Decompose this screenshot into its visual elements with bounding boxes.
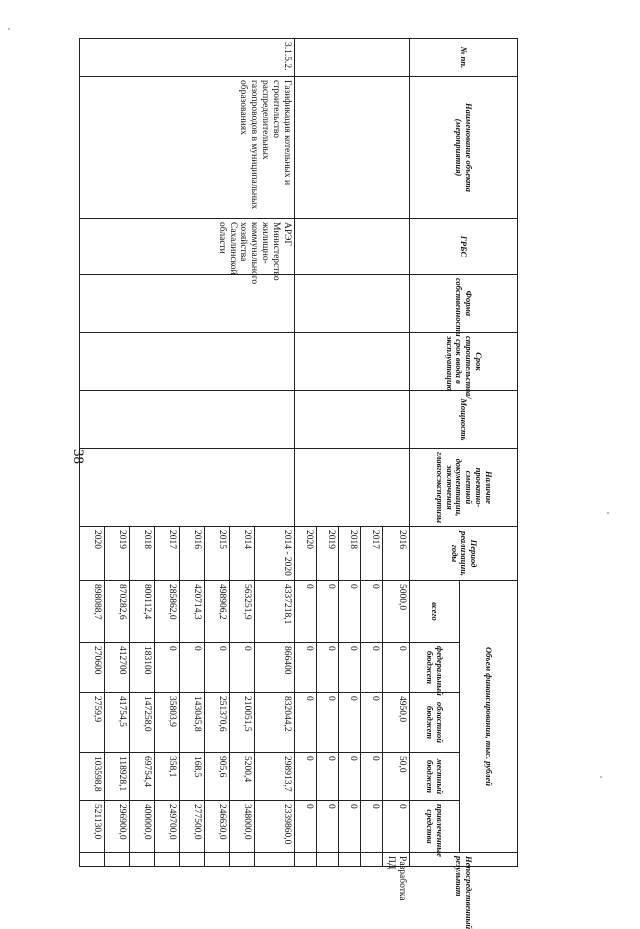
cell-result [180, 853, 205, 867]
cell-regional: 0 [361, 693, 383, 753]
scan-speck [600, 776, 602, 778]
cell-local: 905,6 [205, 753, 230, 801]
scan-speck [607, 512, 609, 514]
cell-regional: 147258,0 [130, 693, 155, 753]
cell-result [230, 853, 255, 867]
table-row [383, 39, 410, 867]
cell-total: 800112,4 [130, 581, 155, 643]
cell-local: 103598,8 [80, 753, 105, 801]
cell-federal: 0 [317, 643, 339, 693]
cell-total: 0 [295, 581, 317, 643]
cell-capacity [295, 391, 410, 449]
cell-total: 898088,7 [80, 581, 105, 643]
cell-name: Газификация котельных и строительство распределительных газопроводов в муниципальных образованиях [80, 77, 295, 219]
cell-total: 870282,6 [105, 581, 130, 643]
cell-local: 118928,1 [105, 753, 130, 801]
cell-attracted: 0 [383, 801, 410, 853]
cell-local: 168,5 [180, 753, 205, 801]
cell-period: 2014 [230, 527, 255, 581]
cell-attracted: 296900,0 [105, 801, 130, 853]
header-result: Непосредственный результат [410, 853, 518, 867]
cell-total: 498906,2 [205, 581, 230, 643]
header-no: № пп. [410, 39, 518, 77]
cell-result [361, 853, 383, 867]
cell-attracted: 277500,0 [180, 801, 205, 853]
cell-result [155, 853, 180, 867]
cell-name [295, 77, 410, 219]
cell-period: 2016 [180, 527, 205, 581]
section1-body [295, 39, 410, 901]
cell-period: 2020 [80, 527, 105, 581]
cell-federal: 412700 [105, 643, 130, 693]
cell-period: 2017 [155, 527, 180, 581]
cell-attracted: 521130,0 [80, 801, 105, 853]
cell-pd-availability [80, 449, 295, 527]
cell-local: 0 [339, 753, 361, 801]
cell-local: 0 [361, 753, 383, 801]
cell-regional: 4950,0 [383, 693, 410, 753]
cell-period: 2020 [295, 527, 317, 581]
cell-period: 2018 [339, 527, 361, 581]
cell-result [317, 853, 339, 867]
cell-federal: 0 [180, 643, 205, 693]
header-implementation-period: Период реализации, годы [410, 527, 518, 581]
header-pd-availability: Наличие проектно-сметной документации, заключения главгосэкспертизы [410, 449, 518, 527]
cell-total: 563251,9 [230, 581, 255, 643]
header-name: Наименование объекта (мероприятия) [410, 77, 518, 219]
header-grbs: ГРБС [410, 219, 518, 275]
cell-result [295, 853, 317, 867]
cell-result: Разработка ПД [383, 853, 410, 867]
cell-total: 0 [361, 581, 383, 643]
cell-federal: 866400 [255, 643, 295, 693]
funding-table [79, 38, 518, 929]
cell-period: 2016 [383, 527, 410, 581]
header-regional: областной бюджет [410, 693, 460, 753]
cell-local: 0 [295, 753, 317, 801]
cell-capacity [80, 391, 295, 449]
cell-attracted: 348000,0 [230, 801, 255, 853]
cell-regional: 35803,9 [155, 693, 180, 753]
cell-ownership [295, 275, 410, 333]
cell-no [295, 39, 410, 77]
cell-total: 4337218,1 [255, 581, 295, 643]
cell-regional: 2759,9 [80, 693, 105, 753]
header-construction-period: Срок строительства/срок ввода в эксплуатацию [410, 333, 518, 391]
cell-attracted: 0 [317, 801, 339, 853]
cell-local: 358,1 [155, 753, 180, 801]
header-capacity: Мощность [410, 391, 518, 449]
rotated-table-frame [92, 38, 518, 929]
cell-attracted: 400000,0 [130, 801, 155, 853]
cell-grbs: АРЭГ Министерство жилищно-коммунального хозяйства Сахалинской области [80, 219, 295, 275]
cell-attracted: 246630,0 [205, 801, 230, 853]
cell-total: 0 [317, 581, 339, 643]
cell-result [205, 853, 230, 867]
header-ownership: Форма собственности [410, 275, 518, 333]
cell-regional: 251370,6 [205, 693, 230, 753]
table-row [255, 39, 295, 867]
cell-regional: 0 [295, 693, 317, 753]
header-attracted: привлеченные средства [410, 801, 460, 853]
cell-total: 0 [339, 581, 361, 643]
cell-regional: 0 [317, 693, 339, 753]
section2-body [80, 39, 295, 867]
cell-federal: 0 [295, 643, 317, 693]
cell-construction-period [295, 333, 410, 391]
scan-speck [8, 28, 10, 30]
cell-federal: 0 [205, 643, 230, 693]
cell-attracted: 0 [361, 801, 383, 853]
cell-local: 298913,7 [255, 753, 295, 801]
cell-regional: 210051,5 [230, 693, 255, 753]
cell-federal: 0 [383, 643, 410, 693]
header-funding-group: Объем финансирования, тыс. рублей [460, 581, 518, 853]
cell-local: 5200,4 [230, 753, 255, 801]
cell-grbs [295, 219, 410, 275]
cell-federal: 0 [361, 643, 383, 693]
cell-pd-availability [295, 449, 410, 527]
cell-federal: 0 [155, 643, 180, 693]
cell-period: 2019 [317, 527, 339, 581]
cell-regional: 0 [339, 693, 361, 753]
cell-regional: 41754,5 [105, 693, 130, 753]
cell-total: 420714,3 [180, 581, 205, 643]
header-federal: федеральный бюджет [410, 643, 460, 693]
cell-construction-period [80, 333, 295, 391]
cell-local: 50,0 [383, 753, 410, 801]
cell-period: 2018 [130, 527, 155, 581]
header-local: местный бюджет [410, 753, 460, 801]
cell-federal: 0 [230, 643, 255, 693]
cell-period: 2017 [361, 527, 383, 581]
cell-ownership [80, 275, 295, 333]
cell-period: 2019 [105, 527, 130, 581]
cell-local: 0 [317, 753, 339, 801]
cell-regional: 832044,2 [255, 693, 295, 753]
header-total: всего [410, 581, 460, 643]
cell-total: 5000,0 [383, 581, 410, 643]
cell-total: 285862,0 [155, 581, 180, 643]
cell-attracted: 2339860,0 [255, 801, 295, 853]
cell-attracted: 0 [295, 801, 317, 853]
cell-result [255, 853, 295, 867]
cell-result [80, 853, 105, 867]
cell-no: 3.1.5.2. [80, 39, 295, 77]
cell-attracted: 0 [339, 801, 361, 853]
cell-federal: 183100 [130, 643, 155, 693]
cell-result [130, 853, 155, 867]
cell-result [105, 853, 130, 867]
cell-federal: 0 [339, 643, 361, 693]
cell-federal: 270600 [80, 643, 105, 693]
page-number: 38 [70, 449, 86, 464]
cell-period: 2015 [205, 527, 230, 581]
cell-attracted: 249700,0 [155, 801, 180, 853]
cell-local: 69754,4 [130, 753, 155, 801]
cell-regional: 143045,8 [180, 693, 205, 753]
cell-result [339, 853, 361, 867]
cell-period: 2014 - 2020 [255, 527, 295, 581]
